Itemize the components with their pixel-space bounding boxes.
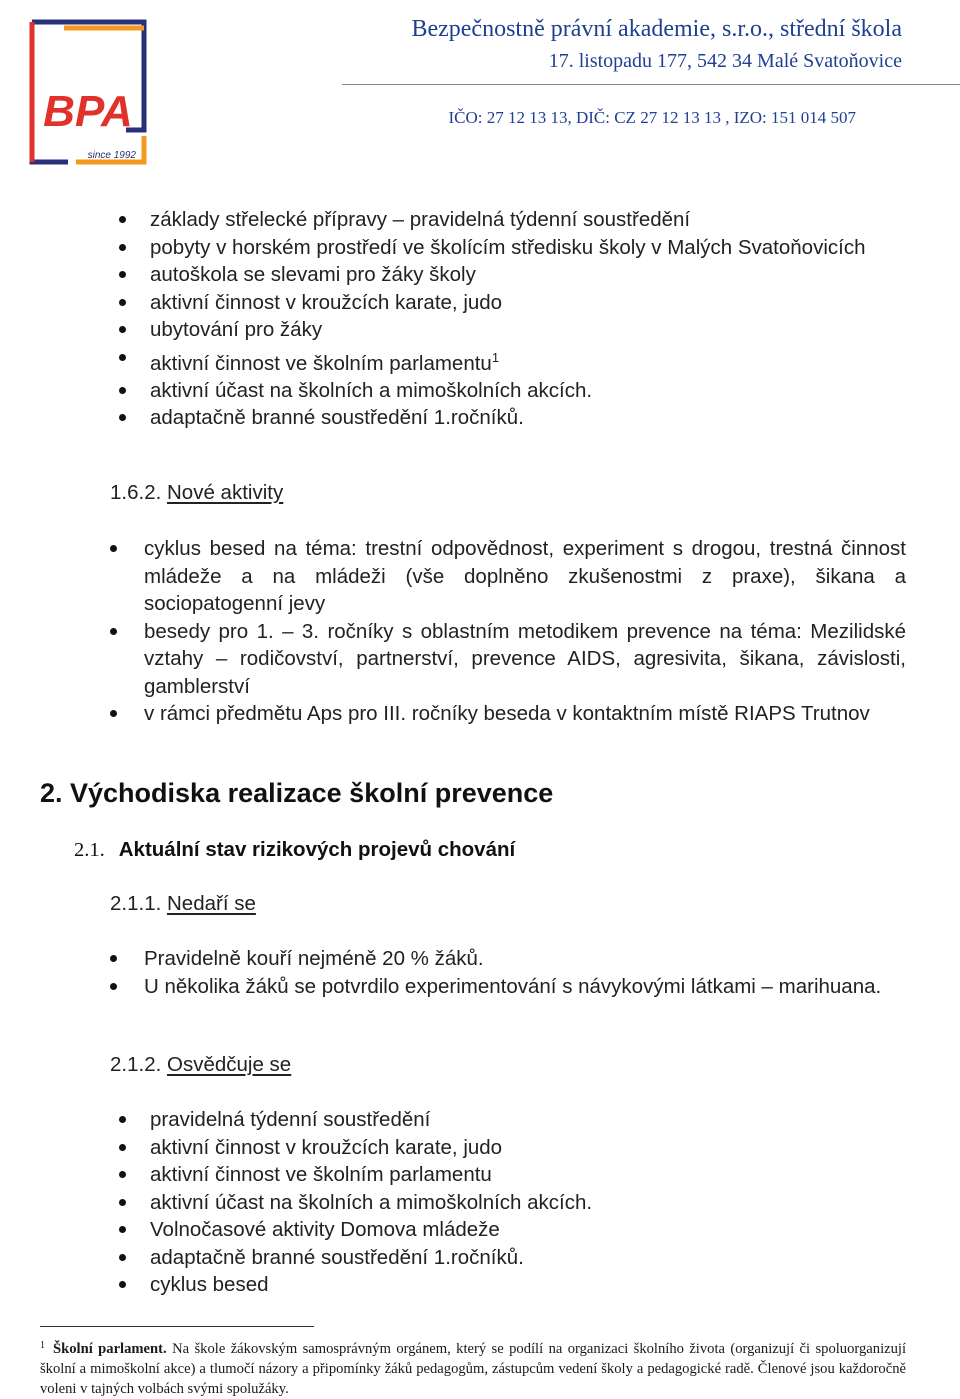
logo-since: since 1992 (87, 150, 136, 161)
list-item: Pravidelně kouří nejméně 20 % žáků. (144, 945, 906, 973)
footnote-text: Na škole žákovským samosprávným orgánem, který se podílí na organizaci školního života (organizují či spoluorganizují školní a mimoškolní akce) a tlumočí názory a připomínky žáků pedagogům, zástupcům vedení školy a pedagogické radě. Členové jsou každoročně voleni v tajných volbách svými spolužáky. (40, 1341, 907, 1397)
successful-list (150, 1106, 906, 1299)
school-address: 17. listopadu 177, 542 34 Malé Svatoňovice (548, 50, 902, 72)
list-item: aktivní činnost ve školním parlamentu (150, 1161, 906, 1189)
list-item: adaptačně branné soustředění 1.ročníků. (150, 1244, 906, 1272)
school-ids: IČO: 27 12 13 13, DIČ: CZ 27 12 13 13 , IZO: 151 014 507 (448, 108, 856, 127)
list-item: aktivní účast na školních a mimoškolních akcích. (150, 377, 906, 405)
list-item: U několika žáků se potvrdilo experimentování s návykovými látkami – marihuana. (144, 973, 906, 1001)
list-item: v rámci předmětu Aps pro III. ročníky beseda v kontaktním místě RIAPS Trutnov (144, 700, 906, 728)
list-item: adaptačně branné soustředění 1.ročníků. (150, 404, 906, 432)
section-heading: 2. Východiska realizace školní prevence (40, 778, 554, 808)
list-item: aktivní účast na školních a mimoškolních akcích. (150, 1189, 906, 1217)
list-item: pobyty v horském prostředí ve školícím středisku školy v Malých Svatoňovicích (150, 234, 906, 262)
footnote-number: 1 (40, 1340, 45, 1351)
school-name: Bezpečnostně právní akademie, s.r.o., střední škola (411, 16, 902, 42)
failing-list (144, 945, 906, 1000)
subsection-heading-2-1-1: 2.1.1. Nedaří se (110, 892, 256, 915)
list-item: besedy pro 1. – 3. ročníky s oblastním metodikem prevence na téma: Mezilidské vztahy – rodičovství, partnerství, prevence AIDS, agresivita, šikana, závislosti, gamblerství (144, 618, 906, 701)
list-item: ubytování pro žáky (150, 316, 906, 344)
new-activities-list (144, 535, 906, 728)
list-item: cyklus besed (150, 1271, 906, 1299)
footnote-title: Školní parlament. (53, 1341, 167, 1357)
logo-text: BPA (43, 87, 133, 136)
list-item: základy střelecké přípravy – pravidelná týdenní soustředění (150, 206, 906, 234)
header-divider (342, 84, 960, 85)
list-item: aktivní činnost ve školním parlamentu$^1$ (150, 344, 906, 377)
list-item: Volnočasové aktivity Domova mládeže (150, 1216, 906, 1244)
list-item: autoškola se slevami pro žáky školy (150, 261, 906, 289)
list-item: cyklus besed na téma: trestní odpovědnost, experiment s drogou, trestná činnost mládeže a na mládeži (vše doplněno zkušenostmi z praxe), šikana a sociopatogenní jevy (144, 535, 906, 618)
subsection-heading-2-1: 2.1. Aktuální stav rizikových projevů chování (74, 838, 516, 861)
footnote-divider (40, 1326, 314, 1327)
list-item: pravidelná týdenní soustředění (150, 1106, 906, 1134)
list-item: aktivní činnost v kroužcích karate, judo (150, 289, 906, 317)
activities-list (150, 206, 906, 432)
list-item: aktivní činnost v kroužcích karate, judo (150, 1134, 906, 1162)
footnote (40, 1336, 906, 1399)
subsection-heading-1-6-2: 1.6.2. Nové aktivity (110, 481, 284, 504)
footnote-ref[interactable]: 1 (491, 349, 500, 365)
school-logo (28, 18, 148, 166)
subsection-heading-2-1-2: 2.1.2. Osvědčuje se (110, 1053, 292, 1076)
